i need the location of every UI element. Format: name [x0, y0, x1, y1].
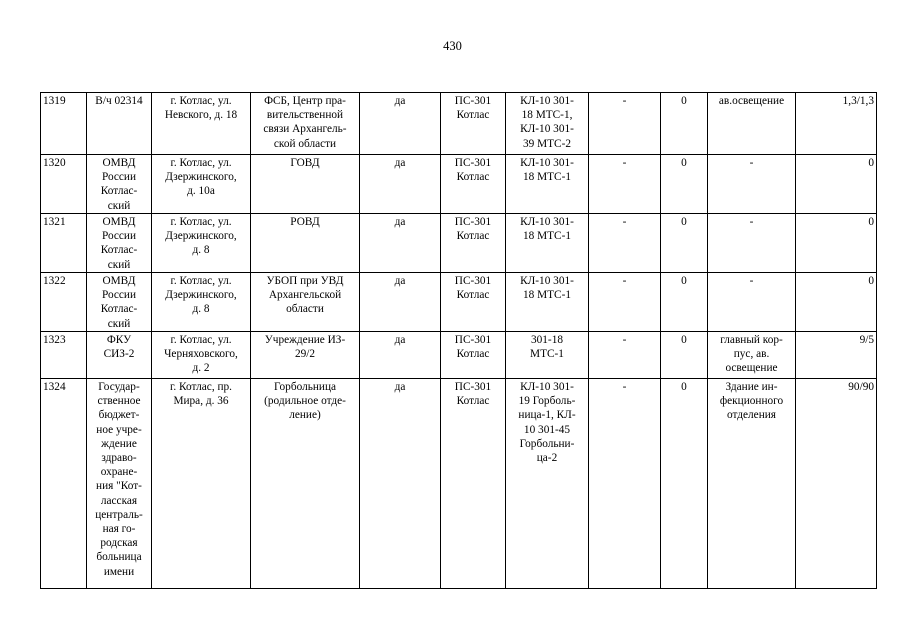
zero-cell: [661, 155, 708, 214]
cell-text: 0: [681, 157, 687, 169]
cell-line: вительственной: [266, 109, 344, 122]
cell-line: Котлас: [456, 230, 490, 243]
yes-cell: [360, 93, 441, 155]
cell-line: ПС-301: [454, 334, 492, 346]
cell-line: РОВД: [290, 216, 320, 228]
cell-line: д. 8: [192, 303, 210, 316]
cell-line: ление): [289, 409, 321, 422]
cell-line: ОМВД: [102, 157, 136, 169]
organization-cell: [87, 332, 152, 379]
cell-line: Архангельской: [268, 289, 342, 302]
cell-line: 18 МТС-1: [522, 289, 571, 302]
cell-line: бюджет-: [98, 409, 140, 422]
object-cell: [251, 155, 360, 214]
cell-line: России: [101, 289, 137, 302]
organization-cell: [87, 273, 152, 332]
cell-line: Учреждение ИЗ-: [264, 334, 346, 346]
cell-line: области: [286, 303, 324, 316]
row-number-cell: [41, 379, 87, 589]
substation-cell: [441, 332, 506, 379]
cell-line: охране-: [100, 466, 138, 479]
cell-line: г. Котлас, ул.: [170, 334, 232, 346]
cell-text: 0: [681, 334, 687, 346]
address-cell: [152, 155, 251, 214]
substation-cell: [441, 214, 506, 273]
cell-line: ласская: [100, 494, 138, 507]
organization-cell: [87, 93, 152, 155]
cell-text: 0: [681, 381, 687, 393]
cell-line: ОМВД: [102, 216, 136, 228]
cell-line: Дзержинского,: [165, 230, 237, 243]
cell-line: ПС-301: [454, 216, 492, 228]
cell-text: 1323: [43, 334, 66, 346]
cell-line: (родильное отде-: [264, 395, 346, 408]
cell-text: -: [622, 157, 627, 169]
zero-cell: [661, 93, 708, 155]
cell-text: да: [394, 334, 406, 346]
cell-line: ПС-301: [454, 381, 492, 393]
cell-line: 39 МТС-2: [522, 137, 571, 150]
cell-line: Государ-: [98, 381, 140, 393]
note-cell: [708, 332, 796, 379]
cell-text: 0: [868, 275, 874, 287]
cell-line: КЛ-10 301-: [520, 157, 574, 169]
cell-text: -: [622, 95, 627, 107]
cell-line: России: [101, 230, 137, 243]
cell-line: ПС-301: [454, 95, 492, 107]
cell-line: ав.освещение: [718, 95, 785, 107]
dash-cell: [589, 93, 661, 155]
cell-line: Котлас-: [100, 244, 138, 257]
object-cell: [251, 379, 360, 589]
organization-cell: [87, 379, 152, 589]
yes-cell: [360, 332, 441, 379]
cell-line: Дзержинского,: [165, 289, 237, 302]
cell-line: 301-18: [530, 334, 563, 346]
cell-line: 18 МТС-1: [522, 171, 571, 184]
dash-cell: [589, 273, 661, 332]
cell-text: да: [394, 216, 406, 228]
cell-line: Черняховского,: [164, 348, 238, 361]
zero-cell: [661, 214, 708, 273]
zero-cell: [661, 332, 708, 379]
cell-text: да: [394, 381, 406, 393]
cell-line: д. 8: [192, 244, 210, 257]
address-cell: [152, 93, 251, 155]
cell-line: ное учре-: [96, 423, 142, 436]
cell-line: ской области: [273, 137, 337, 150]
cable-line-cell: [506, 214, 589, 273]
table-row: [41, 155, 877, 214]
dash-cell: [589, 332, 661, 379]
row-number-cell: [41, 332, 87, 379]
cell-text: 0: [868, 157, 874, 169]
organization-cell: [87, 155, 152, 214]
cell-line: Котлас-: [100, 185, 138, 198]
cable-line-cell: [506, 332, 589, 379]
cell-line: ния "Кот-: [96, 480, 142, 493]
object-cell: [251, 273, 360, 332]
load-cell: [796, 155, 877, 214]
cell-line: Дзержинского,: [165, 171, 237, 184]
cell-line: Котлас-: [100, 303, 138, 316]
object-cell: [251, 332, 360, 379]
dash-cell: [589, 155, 661, 214]
cell-line: имени: [103, 565, 135, 578]
table-row: [41, 273, 877, 332]
note-cell: [708, 214, 796, 273]
yes-cell: [360, 155, 441, 214]
cell-line: ский: [107, 258, 131, 271]
cell-line: Горбольница: [273, 381, 337, 393]
cell-line: ФКУ: [106, 334, 132, 346]
cell-line: Котлас: [456, 109, 490, 122]
cell-line: г. Котлас, ул.: [170, 157, 232, 169]
cable-line-cell: [506, 273, 589, 332]
cable-line-cell: [506, 155, 589, 214]
cell-text: -: [622, 334, 627, 346]
cell-line: МТС-1: [530, 348, 564, 361]
object-cell: [251, 214, 360, 273]
cell-text: да: [394, 157, 406, 169]
cell-line: России: [101, 171, 137, 184]
yes-cell: [360, 273, 441, 332]
cell-line: СИЗ-2: [103, 348, 135, 361]
cell-text: 1324: [43, 381, 66, 393]
cell-text: 1321: [43, 216, 66, 228]
cell-line: ПС-301: [454, 275, 492, 287]
table-row: [41, 332, 877, 379]
cell-line: г. Котлас, ул.: [170, 216, 232, 228]
cell-line: ГОВД: [290, 157, 320, 169]
cell-line: КЛ-10 301-: [520, 275, 574, 287]
cell-line: ПС-301: [454, 157, 492, 169]
cell-line: Мира, д. 36: [173, 395, 229, 408]
row-number-cell: [41, 155, 87, 214]
cell-line: КЛ-10 301-: [520, 216, 574, 228]
object-cell: [251, 93, 360, 155]
cell-line: УБОП при УВД: [266, 275, 344, 287]
substation-cell: [441, 93, 506, 155]
cell-line: фекционного: [719, 395, 784, 408]
cell-line: ница-1, КЛ-: [518, 409, 576, 422]
cell-line: д. 10а: [187, 185, 215, 198]
cell-line: -: [749, 157, 754, 169]
cell-line: ственное: [97, 395, 141, 408]
cell-line: связи Архангель-: [263, 123, 347, 136]
cell-line: -: [749, 216, 754, 228]
cell-line: Котлас: [456, 348, 490, 361]
cell-line: Котлас: [456, 171, 490, 184]
cell-line: больница: [96, 551, 142, 564]
page-number: 430: [443, 39, 462, 53]
note-cell: [708, 155, 796, 214]
cell-line: пус, ав.: [733, 348, 770, 361]
yes-cell: [360, 214, 441, 273]
load-cell: [796, 93, 877, 155]
cell-line: Невского, д. 18: [164, 109, 238, 122]
cell-line: ная го-: [102, 523, 136, 536]
yes-cell: [360, 379, 441, 589]
cell-line: г. Котлас, пр.: [170, 381, 232, 393]
note-cell: [708, 273, 796, 332]
cell-text: 9/5: [859, 334, 874, 346]
cell-line: Горбольни-: [519, 437, 575, 450]
cell-line: д. 2: [192, 362, 210, 375]
load-cell: [796, 332, 877, 379]
cell-line: Котлас: [456, 289, 490, 302]
cell-line: отделения: [727, 409, 776, 422]
cell-line: КЛ-10 301-: [520, 95, 574, 107]
cell-line: 18 МТС-1,: [521, 109, 573, 122]
cell-text: 1322: [43, 275, 66, 287]
substation-cell: [441, 155, 506, 214]
substation-cell: [441, 273, 506, 332]
cell-line: 29/2: [294, 348, 316, 361]
cable-line-cell: [506, 93, 589, 155]
cell-text: да: [394, 275, 406, 287]
data-table: [40, 92, 877, 589]
cell-text: 1319: [43, 95, 66, 107]
dash-cell: [589, 379, 661, 589]
note-cell: [708, 379, 796, 589]
table-body: [41, 93, 877, 589]
zero-cell: [661, 273, 708, 332]
organization-cell: [87, 214, 152, 273]
cell-text: -: [622, 275, 627, 287]
address-cell: [152, 214, 251, 273]
note-cell: [708, 93, 796, 155]
cell-text: -: [622, 381, 627, 393]
cell-line: 18 МТС-1: [522, 230, 571, 243]
cell-line: здраво-: [101, 452, 137, 465]
cell-text: 0: [681, 95, 687, 107]
cell-line: ФСБ, Центр пра-: [264, 95, 346, 107]
cell-line: 19 Горболь-: [518, 395, 576, 408]
table-row: [41, 379, 877, 589]
address-cell: [152, 332, 251, 379]
cell-line: г. Котлас, ул.: [170, 275, 232, 287]
cell-line: главный кор-: [720, 334, 783, 346]
cell-line: г. Котлас, ул.: [170, 95, 232, 107]
row-number-cell: [41, 214, 87, 273]
zero-cell: [661, 379, 708, 589]
table-row: [41, 93, 877, 155]
cell-text: -: [622, 216, 627, 228]
cell-line: ца-2: [536, 452, 558, 465]
cell-line: КЛ-10 301-: [520, 123, 574, 136]
cell-text: 1,3/1,3: [842, 95, 874, 107]
table-row: [41, 214, 877, 273]
cell-line: Котлас: [456, 395, 490, 408]
cell-line: ский: [107, 199, 131, 212]
row-number-cell: [41, 93, 87, 155]
cell-line: ский: [107, 317, 131, 330]
cell-line: ОМВД: [102, 275, 136, 287]
cell-text: 0: [868, 216, 874, 228]
row-number-cell: [41, 273, 87, 332]
cell-line: централь-: [95, 508, 143, 521]
cell-line: освещение: [725, 362, 778, 375]
cell-line: Здание ин-: [725, 381, 778, 393]
load-cell: [796, 379, 877, 589]
cell-text: 1320: [43, 157, 66, 169]
load-cell: [796, 273, 877, 332]
cell-line: -: [749, 275, 754, 287]
cell-line: КЛ-10 301-: [520, 381, 574, 393]
address-cell: [152, 379, 251, 589]
substation-cell: [441, 379, 506, 589]
cell-text: 90/90: [848, 381, 874, 393]
cell-text: 0: [681, 275, 687, 287]
cell-text: да: [394, 95, 406, 107]
load-cell: [796, 214, 877, 273]
cell-text: 0: [681, 216, 687, 228]
dash-cell: [589, 214, 661, 273]
cell-line: В/ч 02314: [95, 95, 143, 107]
cell-line: 10 301-45: [523, 423, 571, 436]
cell-line: ждение: [101, 437, 137, 450]
address-cell: [152, 273, 251, 332]
cell-line: родская: [100, 537, 138, 550]
cable-line-cell: [506, 379, 589, 589]
